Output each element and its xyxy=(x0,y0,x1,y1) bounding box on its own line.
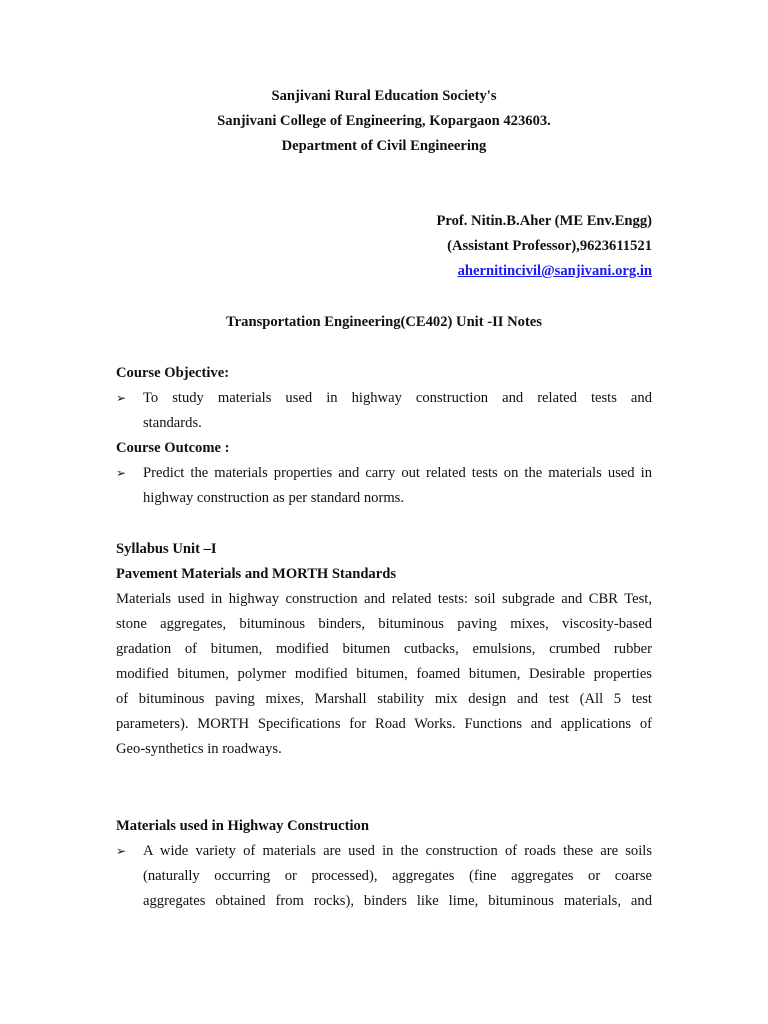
syllabus-line: gradation of bitumen, modified bitumen cutbacks, emulsions, crumbed rubber xyxy=(116,641,652,657)
syllabus-line: Geo-synthetics in roadways. xyxy=(116,741,282,757)
arrow-bullet-icon: ➢ xyxy=(116,466,127,480)
author-email-link[interactable]: ahernitincivil@sanjivani.org.in xyxy=(457,263,652,279)
materials-line: aggregates obtained from rocks), binders like lime, bituminous materials, and xyxy=(143,893,652,909)
materials-line: A wide variety of materials are used in the construction of roads these are soils xyxy=(143,843,652,859)
institution-header xyxy=(0,84,768,159)
society-name: Sanjivani Rural Education Society's xyxy=(271,88,497,104)
objective-line: To study materials used in highway construction and related tests and xyxy=(143,390,652,406)
course-objective-section xyxy=(116,361,652,436)
syllabus-unit-heading: Syllabus Unit –I xyxy=(116,541,217,557)
objective-line: standards. xyxy=(143,415,202,431)
syllabus-line: stone aggregates, bituminous binders, bituminous paving mixes, viscosity-based xyxy=(116,616,652,632)
author-designation: (Assistant Professor),9623611521 xyxy=(447,238,652,254)
arrow-bullet-icon: ➢ xyxy=(116,391,127,405)
document-title-block xyxy=(0,310,768,335)
list-item xyxy=(116,461,652,511)
syllabus-section xyxy=(116,537,652,762)
materials-line: (naturally occurring or processed), aggregates (fine aggregates or coarse xyxy=(143,868,652,884)
college-name: Sanjivani College of Engineering, Kopargaon 423603. xyxy=(217,113,551,129)
materials-heading: Materials used in Highway Construction xyxy=(116,818,369,834)
list-item xyxy=(116,386,652,436)
author-name: Prof. Nitin.B.Aher (ME Env.Engg) xyxy=(436,213,652,229)
outcome-line: Predict the materials properties and carry out related tests on the materials used in xyxy=(143,465,652,481)
syllabus-title: Pavement Materials and MORTH Standards xyxy=(116,566,397,582)
outcome-line: highway construction as per standard norms. xyxy=(143,490,405,506)
department-name: Department of Civil Engineering xyxy=(281,138,487,154)
course-outcome-heading: Course Outcome : xyxy=(116,440,230,456)
syllabus-line: parameters). MORTH Specifications for Road Works. Functions and applications of xyxy=(116,716,652,732)
arrow-bullet-icon: ➢ xyxy=(116,844,127,858)
syllabus-line: modified bitumen, polymer modified bitumen, foamed bitumen, Desirable properties xyxy=(116,666,652,682)
author-block xyxy=(436,209,652,284)
course-objective-heading: Course Objective: xyxy=(116,365,230,381)
syllabus-line: Materials used in highway construction and related tests: soil subgrade and CBR Test, xyxy=(116,591,652,607)
materials-section xyxy=(116,814,652,914)
document-title: Transportation Engineering(CE402) Unit -II Notes xyxy=(226,314,542,330)
list-item xyxy=(116,839,652,914)
syllabus-line: of bituminous paving mixes, Marshall stability mix design and test (All 5 test xyxy=(116,691,652,707)
course-outcome-section xyxy=(116,436,652,511)
